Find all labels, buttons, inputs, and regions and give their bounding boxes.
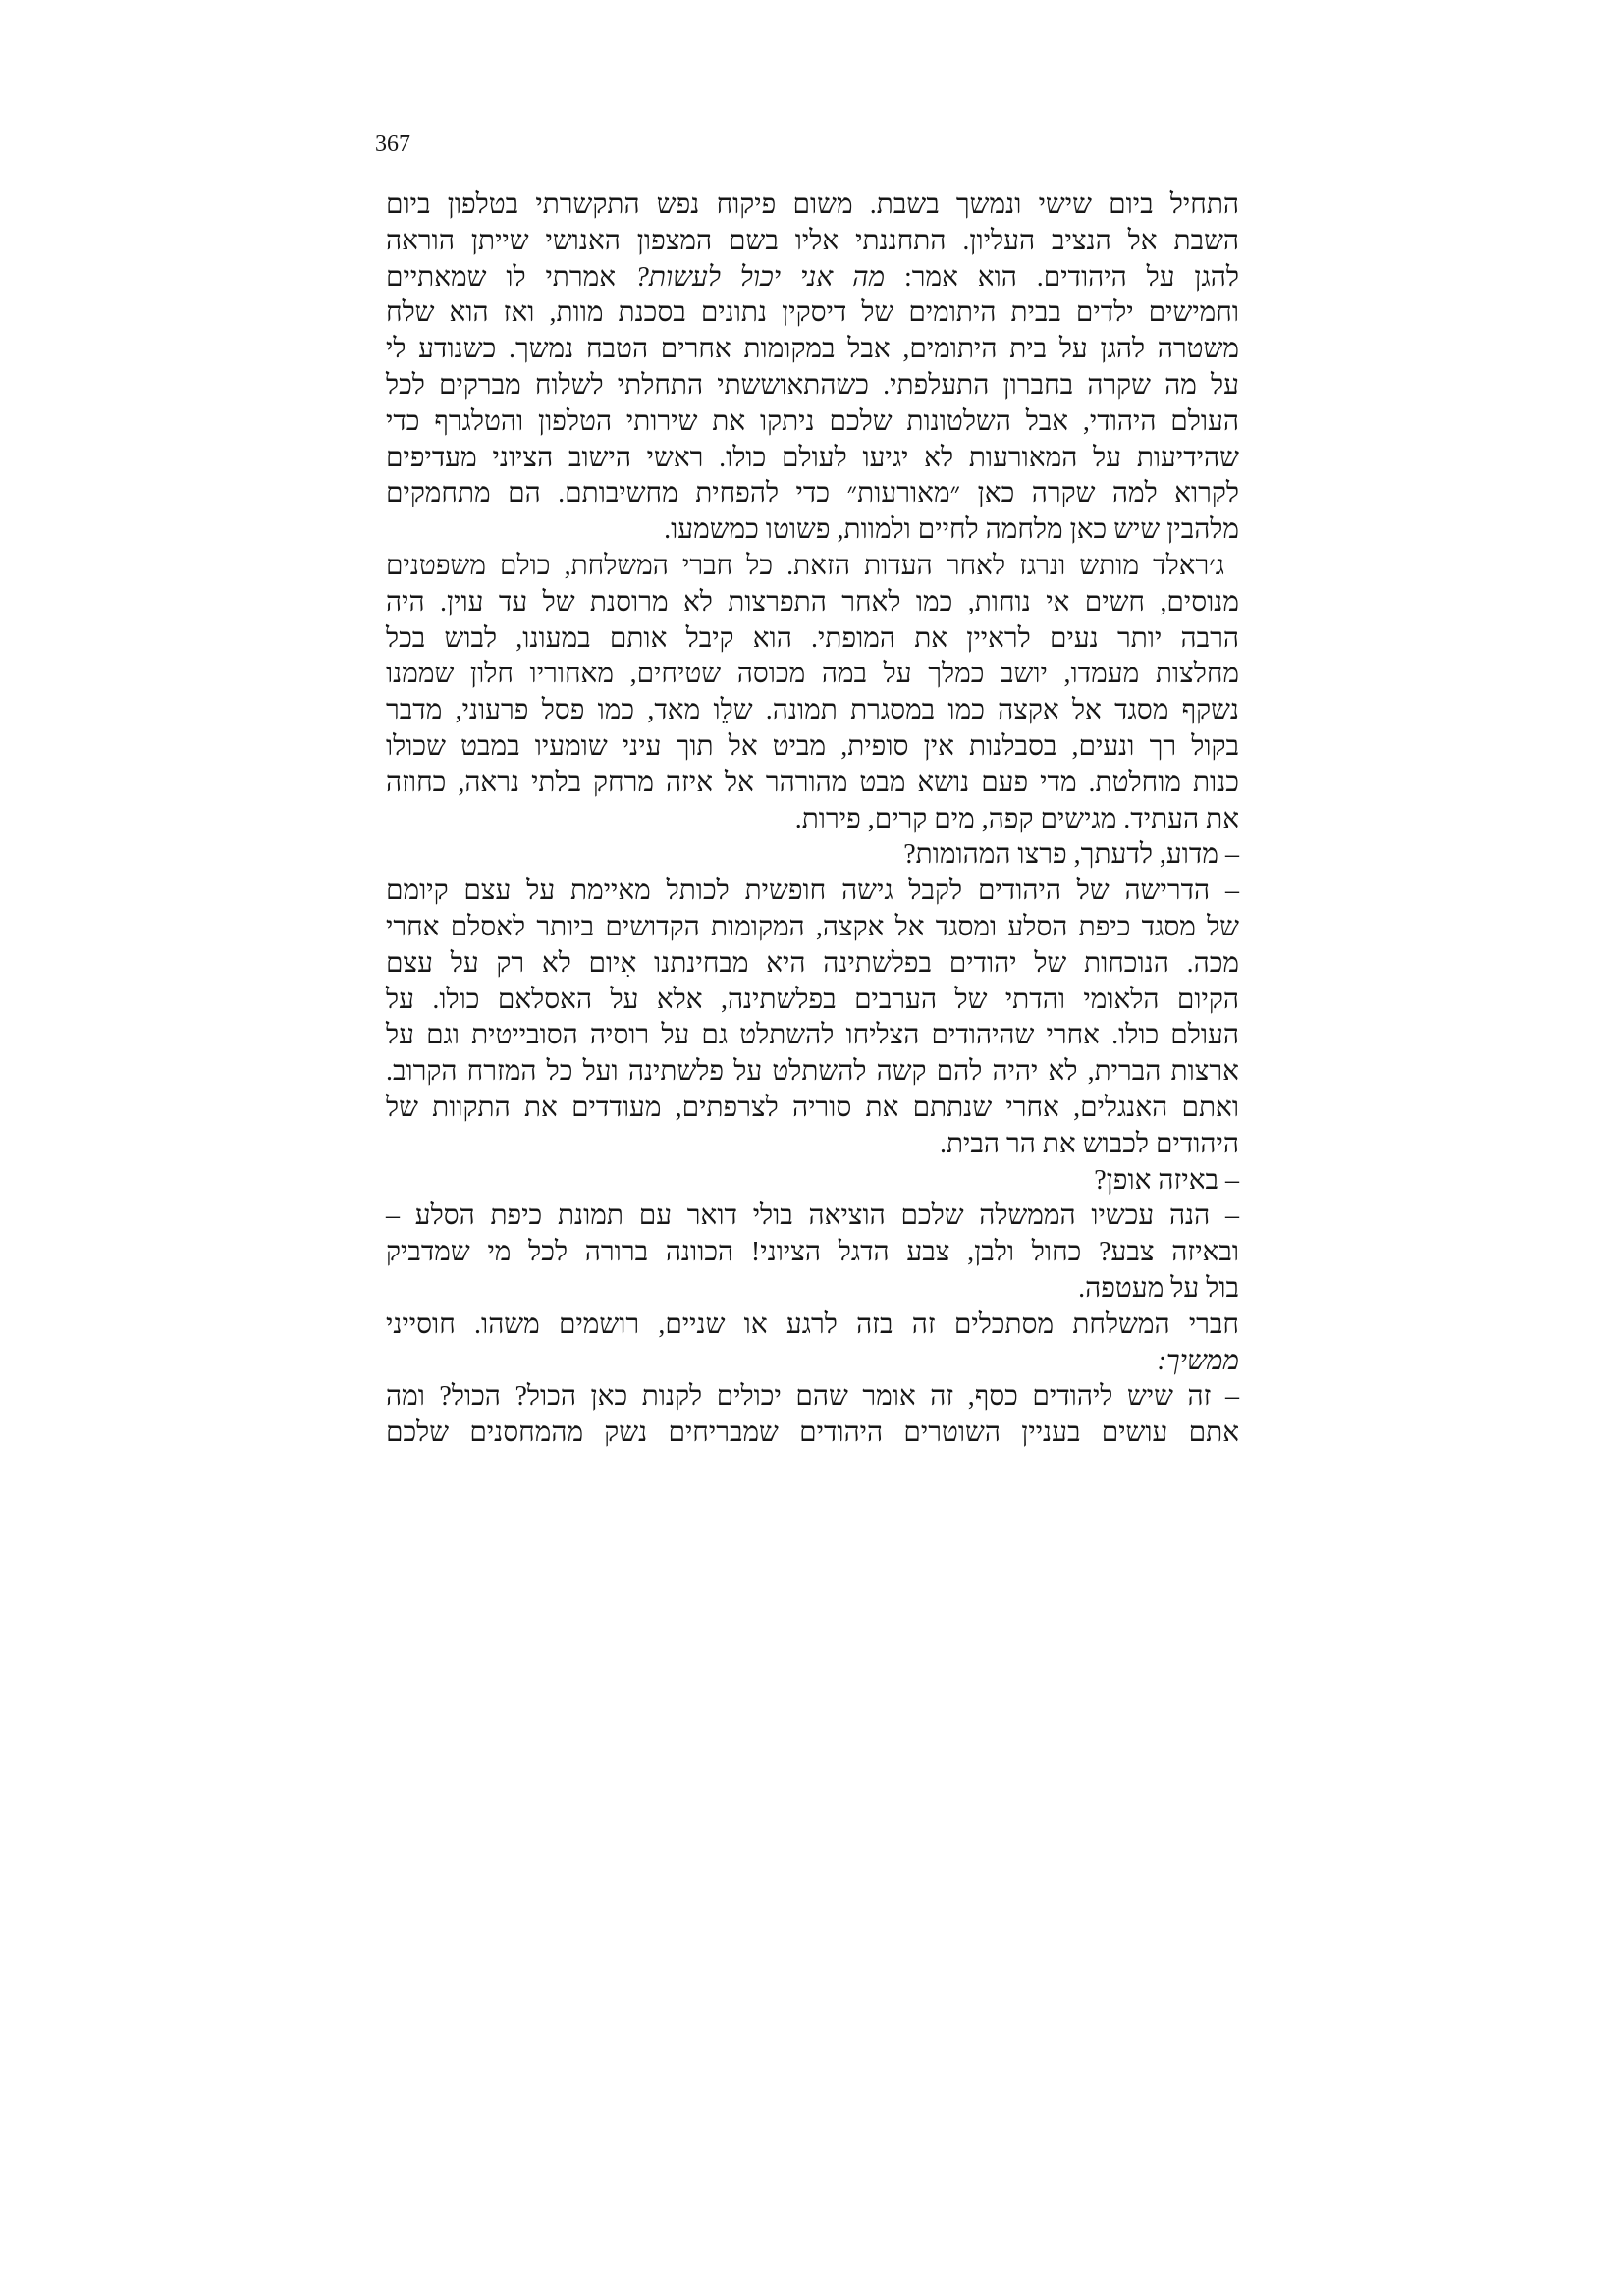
text-line	[386, 1379, 1239, 1415]
body-text	[386, 187, 1239, 1452]
text-line	[386, 657, 1239, 693]
text-line	[386, 512, 1239, 549]
text-line	[386, 1235, 1239, 1271]
text-line	[386, 260, 1239, 296]
text-line	[386, 549, 1239, 585]
text-line	[386, 295, 1239, 332]
dialogue-line	[386, 837, 1239, 874]
text-line	[386, 729, 1239, 766]
emphasized-text: ממשיך:	[1157, 1345, 1239, 1376]
text-line	[386, 224, 1239, 260]
text-line	[386, 983, 1239, 1019]
line-text: – הדרישה של היהודים לקבל גישה חופשית לכותל מאיימת על עצם קיומם	[386, 876, 1239, 907]
line-text: הרבה יותר נעים לראיין את המופתי. הוא קיבל אותם במעונו, לבוש בכל	[386, 622, 1239, 654]
line-text: מנוסים, חשים אי נוחות, כמו לאחר התפרצות לא מרוסנת של עד עוין. היה	[386, 586, 1239, 617]
line-text: של מסגד כיפת הסלע ומסגד אל אקצה, המקומות הקדושים ביותר לאסלם אחרי	[386, 911, 1239, 942]
text-line	[386, 187, 1239, 224]
paragraph	[386, 549, 1239, 837]
dialogue-line	[386, 1163, 1239, 1200]
line-text: ובאיזה צבע? כחול ולבן, צבע הדגל הציוני! הכוונה ברורה לכל מי שמדביק	[386, 1237, 1239, 1268]
line-text: מלהבין שיש כאן מלחמה לחיים ולמוות, פשוטו כמשמעו.	[664, 514, 1239, 546]
line-text: – זה שיש ליהודים כסף, זה אומר שהם יכולים לקנות כאן הכול? הכול? ומה	[386, 1381, 1239, 1413]
line-text: העולם כולו. אחרי שהיהודים הצליחו להשתלט גם על רוסיה הסובייטית וגם על	[386, 1020, 1239, 1051]
text-line	[386, 441, 1239, 477]
line-text: ארצות הברית, לא יהיה להם קשה להשתלט על פלשתינה ועל כל המזרח הקרוב.	[386, 1056, 1239, 1088]
line-text: בול על מעטפה.	[1078, 1272, 1239, 1304]
line-text: השבת אל הנציב העליון. התחננתי אליו בשם המצפון האנושי שייתן הוראה	[386, 225, 1239, 256]
line-text: שהידיעות על המאורעות לא יגיעו לעולם כולו. ראשי הישוב הציוני מעדיפים	[386, 442, 1239, 473]
line-text-segment: להגן על היהודים. הוא אמר:	[885, 261, 1239, 293]
text-line	[386, 1018, 1239, 1054]
page-number: 367	[375, 132, 410, 157]
text-line	[386, 1054, 1239, 1091]
line-text: על מה שקרה בחברון התעלפתי. כשהתאוששתי התחלתי לשלוח מברקים לכל	[386, 369, 1239, 400]
line-text: אתם עושים בעניין השוטרים היהודים שמבריחים נשק מהמחסנים שלכם	[386, 1417, 1239, 1449]
text-line	[386, 802, 1239, 838]
text-line	[386, 1344, 1239, 1380]
line-text-segment: אמרתי לו שמאתיים	[386, 261, 635, 293]
line-text: הקיום הלאומי והדתי של הערבים בפלשתינה, אלא על האסלאם כולו. על	[386, 984, 1239, 1015]
line-text: התחיל ביום שישי ונמשך בשבת. משום פיקוח נפש התקשרתי בטלפון ביום	[386, 189, 1239, 220]
text-line	[386, 621, 1239, 658]
dialogue-line	[386, 874, 1239, 1162]
text-line	[386, 1163, 1239, 1200]
text-line	[386, 874, 1239, 910]
line-text: משטרה להגן על בית היתומים, אבל במקומות אחרים הטבח נמשך. כשנודע לי	[386, 334, 1239, 365]
text-line	[386, 1415, 1239, 1452]
line-text: מחלצות מעמדו, יושב כמלך על במה מכוסה שטיחים, מאחוריו חלון שממנו	[386, 659, 1239, 690]
text-line	[386, 693, 1239, 729]
line-text	[386, 260, 1239, 296]
line-text: – מדוע, לדעתך, פרצו המהומות?	[903, 839, 1239, 871]
text-line	[386, 837, 1239, 874]
line-text: את העתיד. מגישים קפה, מים קרים, פירות.	[794, 803, 1239, 834]
text-line	[386, 1091, 1239, 1127]
line-text: ואתם האנגלים, אחרי שנתתם את סוריה לצרפתים, מעודדים את התקוות של	[386, 1092, 1239, 1123]
line-text: – באיזה אופן?	[1094, 1164, 1239, 1196]
line-text: חברי המשלחת מסתכלים זה בזה לרגע או שניים, רושמים משהו. חוסייני	[386, 1308, 1239, 1340]
text-line	[386, 404, 1239, 441]
line-text: היהודים לכבוש את הר הבית.	[939, 1128, 1239, 1159]
dialogue-line	[386, 1379, 1239, 1452]
line-text: ג׳ראלד מותש ונרגז לאחר העדות הזאת. כל חברי המשלחת, כולם משפטנים	[386, 550, 1224, 581]
emphasized-text: מה אני יכול לעשות?	[634, 261, 886, 293]
text-line	[386, 1308, 1239, 1344]
line-text: לקרוא למה שקרה כאן ״מאורעות״ כדי להפחית מחשיבותם. הם מתחמקים	[386, 478, 1239, 509]
text-line	[386, 946, 1239, 983]
paragraph	[386, 187, 1239, 549]
paragraph	[386, 1308, 1239, 1380]
line-text: כנות מוחלטת. מדי פעם נושא מבט מהורהר אל איזה מרחק בלתי נראה, כחוזה	[386, 767, 1239, 798]
line-text: בקול רך ונעים, בסבלנות אין סופית, מביט אל תוך עיני שומעיו במבט שכולו	[386, 730, 1239, 762]
line-text: העולם היהודי, אבל השלטונות שלכם ניתקו את שירותי הטלפון והטלגרף כדי	[386, 405, 1239, 437]
line-text: – הנה עכשיו הממשלה שלכם הוציאה בולי דואר עם תמונת כיפת הסלע –	[386, 1201, 1239, 1232]
line-text: וחמישים ילדים בבית היתומים של דיסקין נתונים בסכנת מוות, ואז הוא שלח	[386, 297, 1239, 329]
line-text: מכה. הנוכחות של יהודים בפלשתינה היא מבחינתנו אִיום לא רק על עצם	[386, 947, 1239, 979]
line-text: נשקף מסגד אל אקצה כמו במסגרת תמונה. שלֵו מאד, כמו פסל פרעוני, מדבר	[386, 695, 1239, 726]
text-line	[386, 1127, 1239, 1163]
text-line	[386, 1271, 1239, 1308]
dialogue-line	[386, 1199, 1239, 1307]
text-line	[386, 910, 1239, 946]
text-line	[386, 1199, 1239, 1235]
text-line	[386, 766, 1239, 802]
text-line	[386, 476, 1239, 512]
text-line	[386, 332, 1239, 368]
text-line	[386, 368, 1239, 404]
text-line	[386, 585, 1239, 621]
